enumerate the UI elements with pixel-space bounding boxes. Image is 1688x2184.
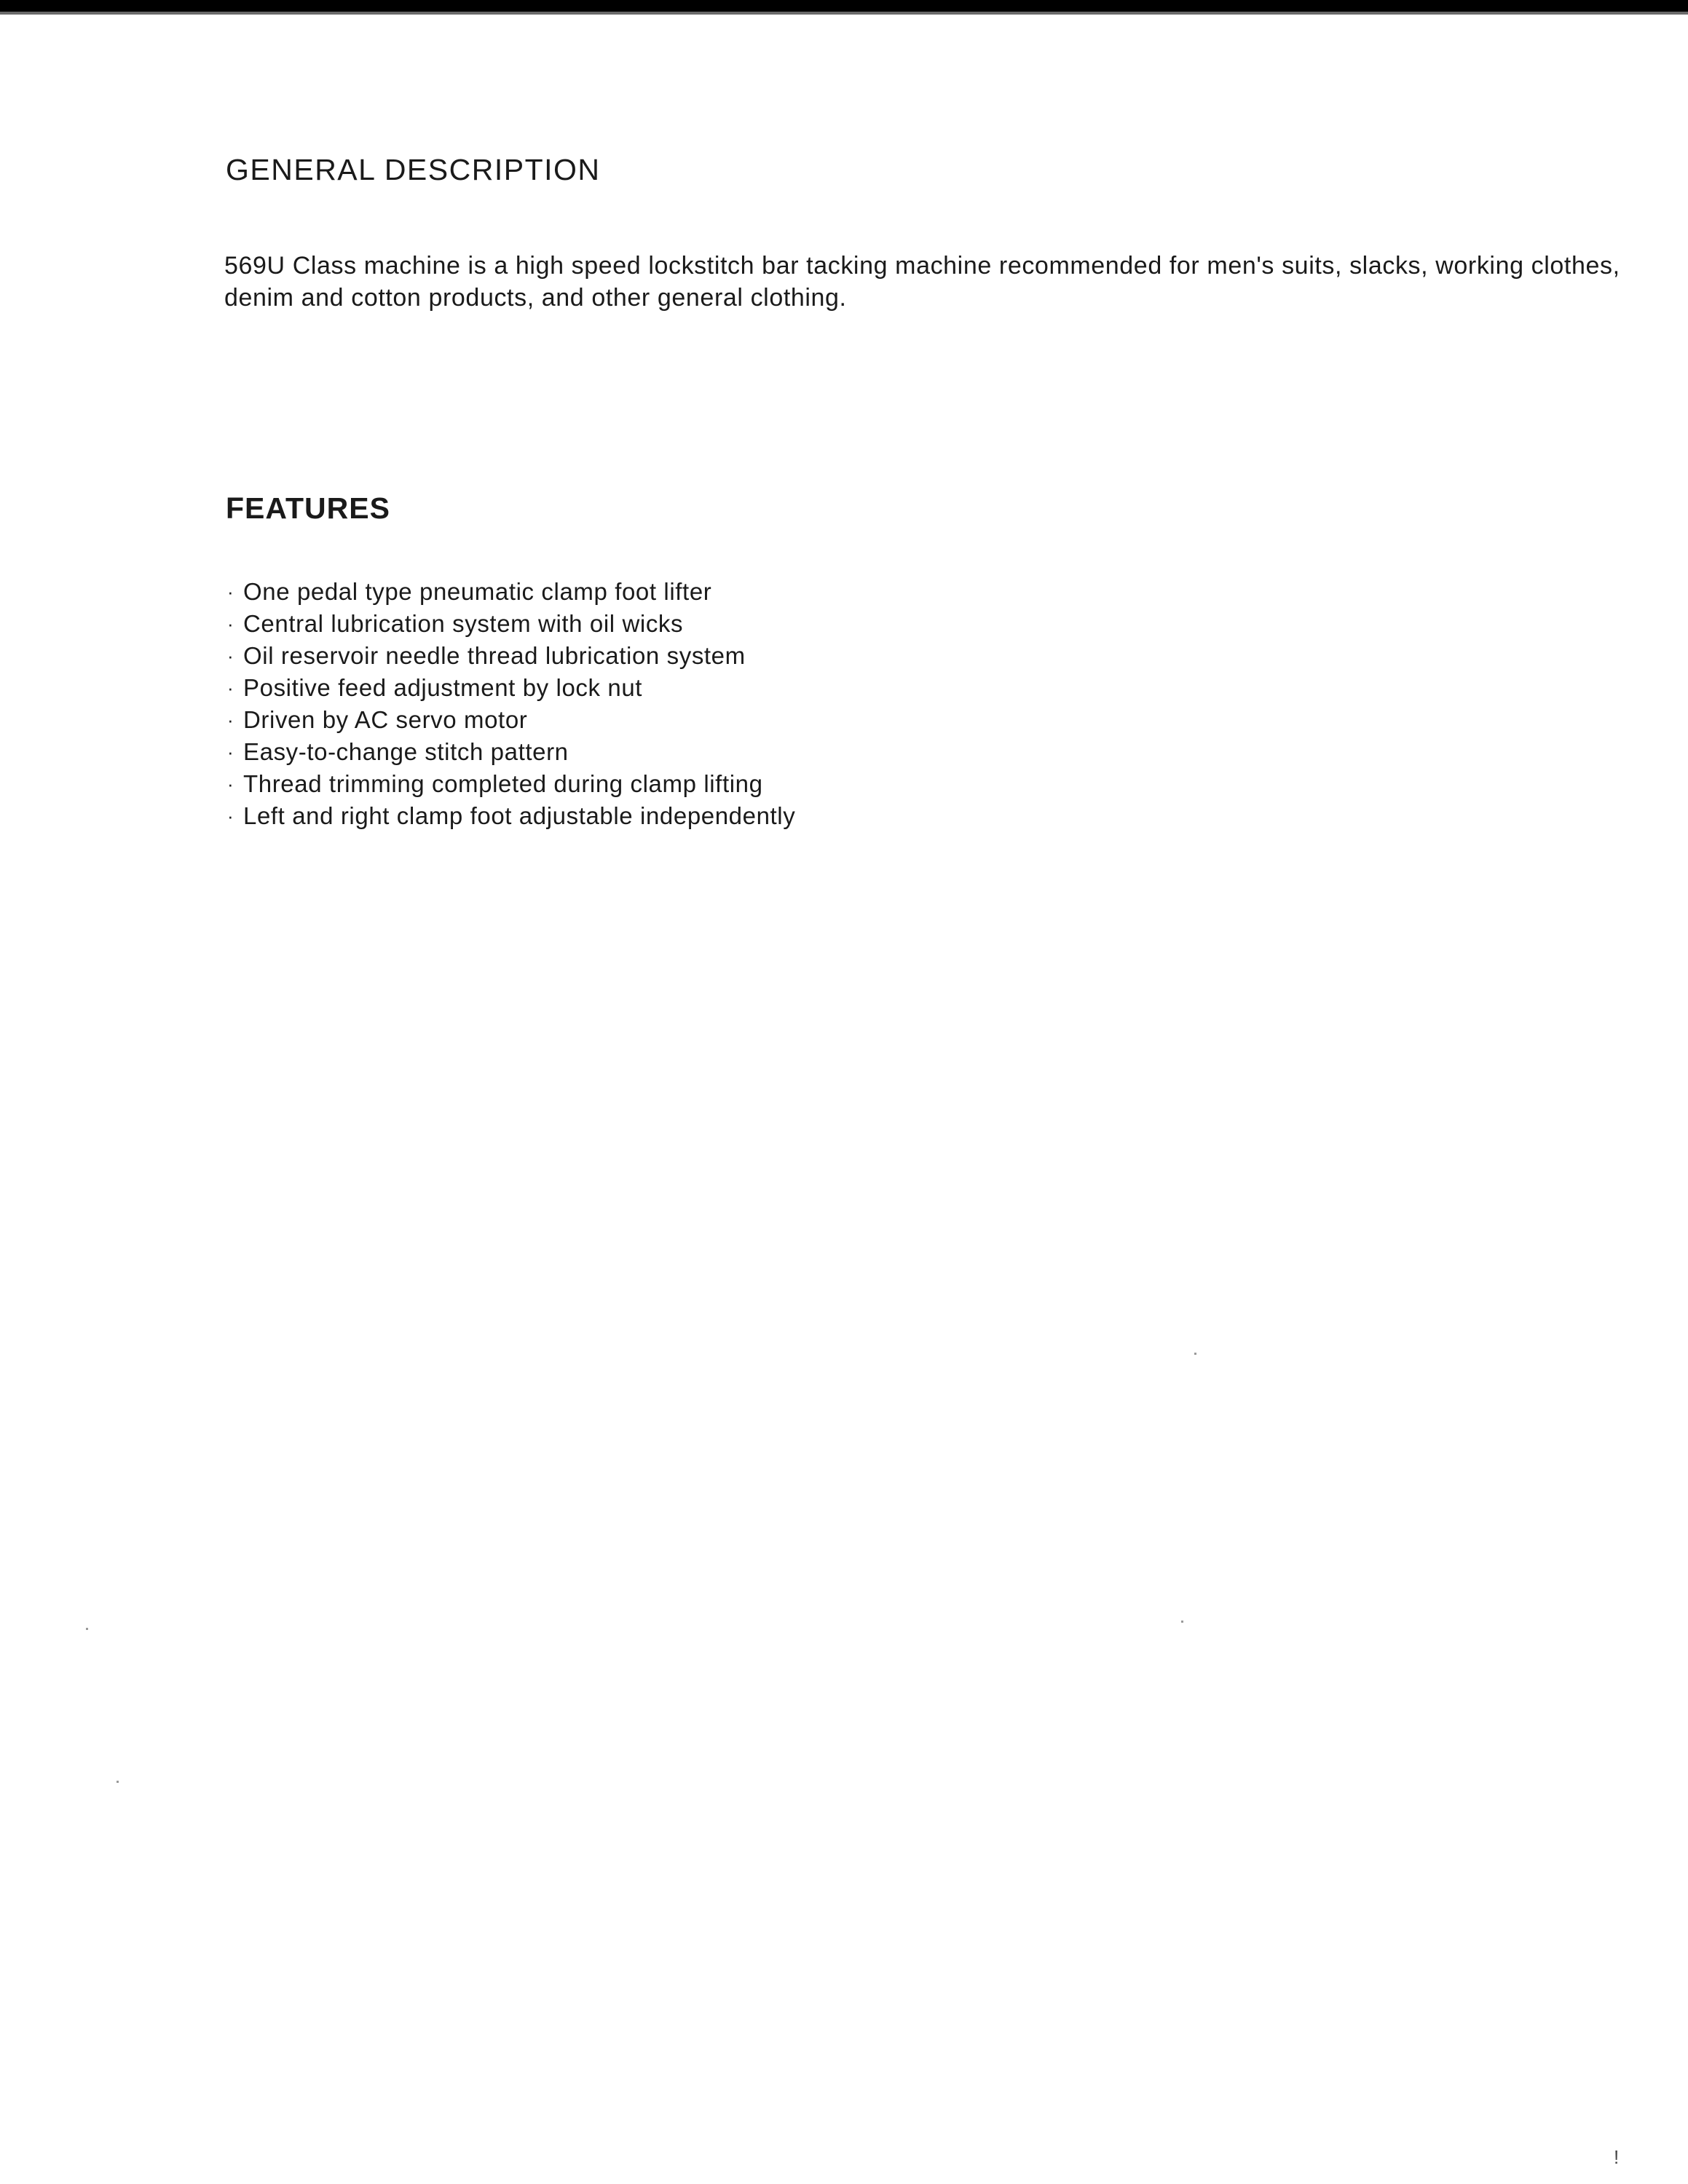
feature-item-text: Thread trimming completed during clamp lifting: [243, 770, 763, 797]
feature-item-text: Central lubrication system with oil wicks: [243, 610, 684, 637]
feature-item: [227, 608, 795, 640]
feature-item-text: Easy-to-change stitch pattern: [243, 738, 569, 765]
top-scan-rule: [0, 0, 1688, 12]
features-heading: FEATURES: [226, 491, 390, 525]
bullet-icon: ·: [227, 805, 234, 827]
scan-speck: [1181, 1621, 1183, 1623]
top-scan-rule-shadow: [0, 12, 1688, 15]
feature-item: [227, 576, 795, 608]
bullet-icon: ·: [227, 645, 234, 667]
page-mark: !: [1614, 2146, 1620, 2168]
features-list: [227, 576, 795, 832]
bullet-icon: ·: [227, 581, 234, 603]
general-description-heading: GENERAL DESCRIPTION: [226, 153, 601, 186]
feature-item-text: One pedal type pneumatic clamp foot lifter: [243, 578, 712, 605]
scan-speck: [117, 1781, 119, 1783]
feature-item-text: Driven by AC servo motor: [243, 706, 528, 733]
feature-item: [227, 704, 795, 736]
bullet-icon: ·: [227, 613, 234, 635]
feature-item: [227, 768, 795, 800]
feature-item-text: Positive feed adjustment by lock nut: [243, 674, 643, 701]
general-description-text: 569U Class machine is a high speed lockstitch bar tacking machine recommended for men's suits, slacks, working clothes, denim and cotton products, and other general clothing.: [224, 252, 1620, 312]
feature-item: [227, 800, 795, 832]
scan-speck: [86, 1628, 88, 1630]
scan-speck: [1194, 1353, 1196, 1355]
feature-item: [227, 640, 795, 672]
feature-item: [227, 672, 795, 704]
bullet-icon: ·: [227, 709, 234, 731]
bullet-icon: ·: [227, 773, 234, 795]
bullet-icon: ·: [227, 677, 234, 699]
feature-item-text: Oil reservoir needle thread lubrication system: [243, 642, 746, 669]
bullet-icon: ·: [227, 741, 234, 763]
feature-item-text: Left and right clamp foot adjustable independently: [243, 802, 796, 829]
feature-item: [227, 736, 795, 768]
